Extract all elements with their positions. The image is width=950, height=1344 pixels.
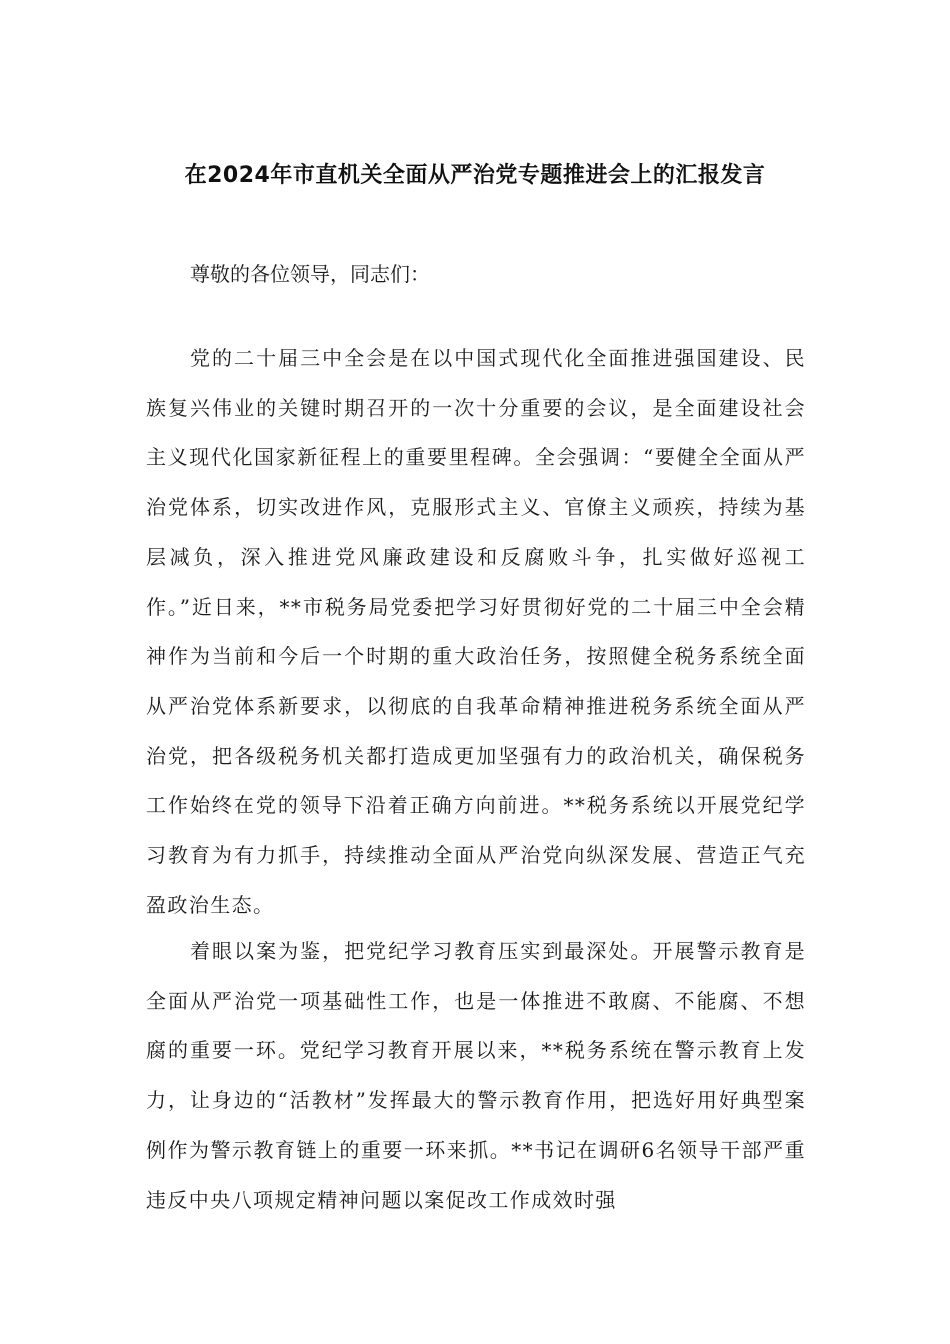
document-title: 在2024年市直机关全面从严治党专题推进会上的汇报发言 [184, 163, 766, 188]
salutation: 尊敬的各位领导，同志们： [190, 262, 430, 286]
body-paragraph-2: 着眼以案为鉴，把党纪学习教育压实到最深处。开展警示教育是全面从严治党一项基础性工作，也是一体推进不敢腐、不能腐、不想腐的重要一环。党纪学习教育开展以来，**税务系统在警示教育上发力，让身边的“活教材”发挥最大的警示教育作用，把选好用好典型案例作为警示教育链上的重要一环来抓。**书记在调研6名领导干部严重违反中央八项规定精神问题以案促改工作成效时强 [146, 939, 806, 1212]
body-paragraph-1: 党的二十届三中全会是在以中国式现代化全面推进强国建设、民族复兴伟业的关键时期召开的一次十分重要的会议，是全面建设社会主义现代化国家新征程上的重要里程碑。全会强调：“要健全全面从严治党体系，切实改进作风，克服形式主义、官僚主义顽疾，持续为基层减负，深入推进党风廉政建设和反腐败斗争，扎实做好巡视工作。”近日来，**市税务局党委把学习好贯彻好党的二十届三中全会精神作为当前和今后一个时期的重大政治任务，按照健全税务系统全面从严治党体系新要求，以彻底的自我革命精神推进税务系统全面从严治党，把各级税务机关都打造成更加坚强有力的政治机关，确保税务工作始终在党的领导下沿着正确方向前进。**税务系统以开展党纪学习教育为有力抓手，持续推动全面从严治党向纵深发展、营造正气充盈政治生态。 [146, 346, 806, 917]
